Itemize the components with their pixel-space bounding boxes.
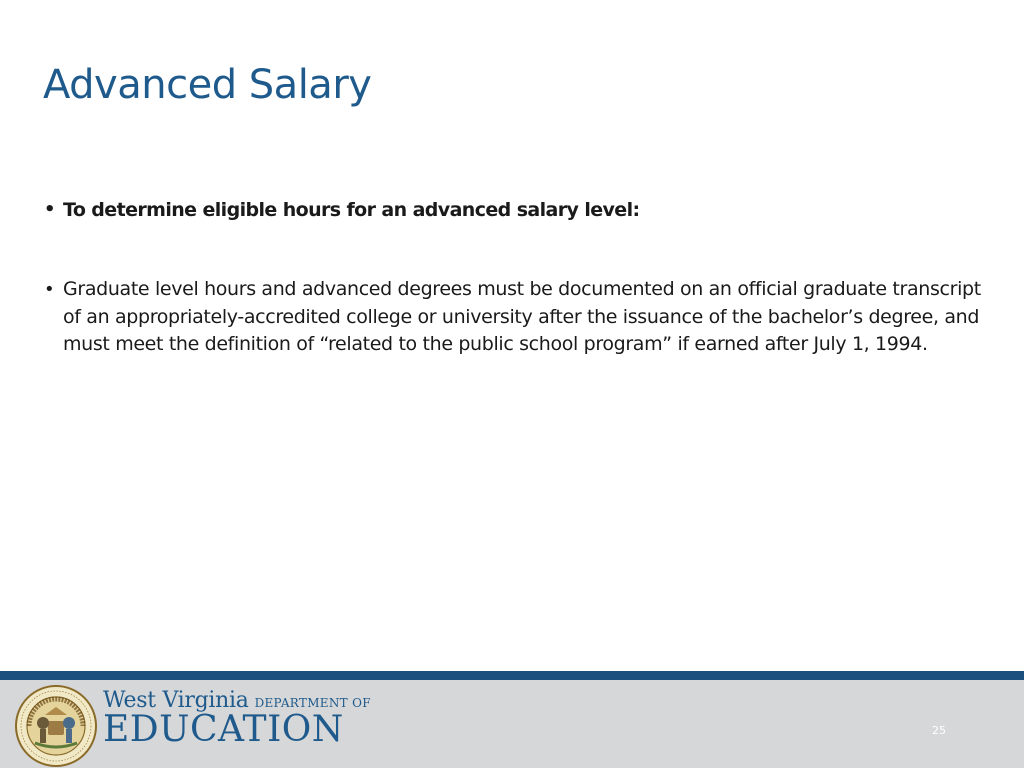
- bullet-item: [44, 196, 994, 224]
- bullet-text: To determine eligible hours for an advanced salary level:: [63, 199, 640, 221]
- bullet-item: [44, 276, 994, 359]
- slide-title: Advanced Salary: [43, 62, 372, 108]
- wvde-logo: [103, 688, 371, 749]
- logo-education: EDUCATION: [103, 709, 344, 750]
- page-number: 25: [932, 724, 946, 737]
- logo-department: DEPARTMENT OF: [254, 696, 371, 710]
- bullet-list: [44, 196, 994, 359]
- bullet-dot-icon: •: [44, 199, 55, 220]
- bullet-dot-icon: •: [44, 279, 55, 300]
- logo-state-name: West Virginia: [103, 688, 249, 713]
- state-seal-icon: [15, 685, 97, 767]
- footer-accent-bar: [0, 671, 1024, 680]
- bullet-text: Graduate level hours and advanced degrees must be documented on an official graduate transcript of an appropriately-accredited college or university after the issuance of the bachelor’s degree, and must meet the definition of “related to the public school program” if earned after July 1, 1994.: [63, 278, 981, 355]
